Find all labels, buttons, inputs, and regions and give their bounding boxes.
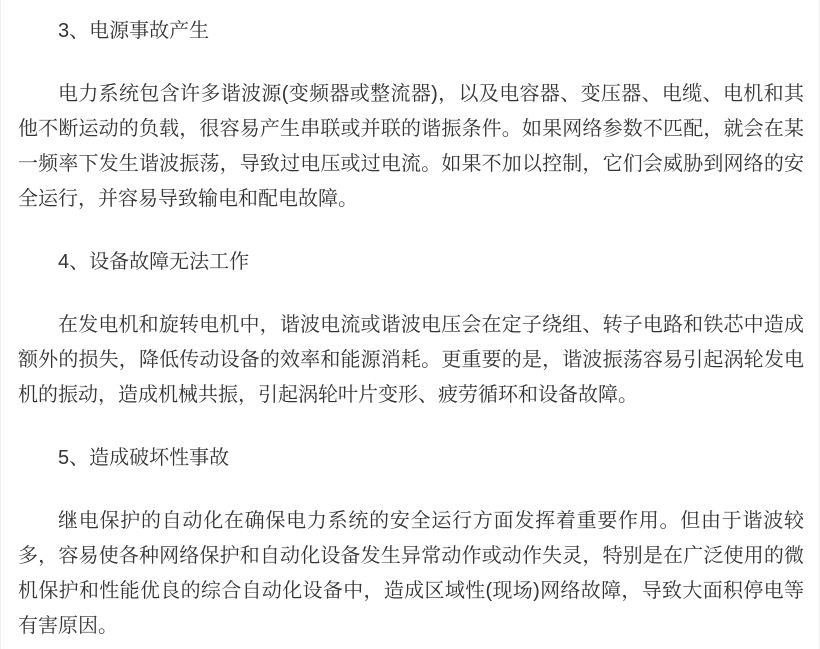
section-destructive-accident	[18, 441, 804, 644]
section-power-accident	[18, 14, 804, 217]
paragraph: 在发电机和旋转电机中，谐波电流或谐波电压会在定子绕组、转子电路和铁芯中造成额外的损失，降低传动设备的效率和能源消耗。更重要的是，谐波振荡容易引起涡轮发电机的振动，造成机械共振，引起涡轮叶片变形、疲劳循环和设备故障。	[18, 314, 804, 406]
section-heading: 4、设备故障无法工作	[58, 251, 250, 273]
paragraph: 电力系统包含许多谐波源(变频器或整流器)，以及电容器、变压器、电缆、电机和其他不断运动的负载，很容易产生串联或并联的谐振条件。如果网络参数不匹配，就会在某一频率下发生谐波振荡，导致过电压或过电流。如果不加以控制，它们会威胁到网络的安全运行，并容易导致输电和配电故障。	[18, 83, 804, 210]
section-heading: 3、电源事故产生	[58, 20, 210, 42]
paragraph: 继电保护的自动化在确保电力系统的安全运行方面发挥着重要作用。但由于谐波较多，容易使各种网络保护和自动化设备发生异常动作或动作失灵，特别是在广泛使用的微机保护和性能优良的综合自动化设备中，造成区域性(现场)网络故障，导致大面积停电等有害原因。	[18, 510, 804, 637]
section-equipment-failure	[18, 245, 804, 413]
section-heading: 5、造成破坏性事故	[58, 447, 230, 469]
